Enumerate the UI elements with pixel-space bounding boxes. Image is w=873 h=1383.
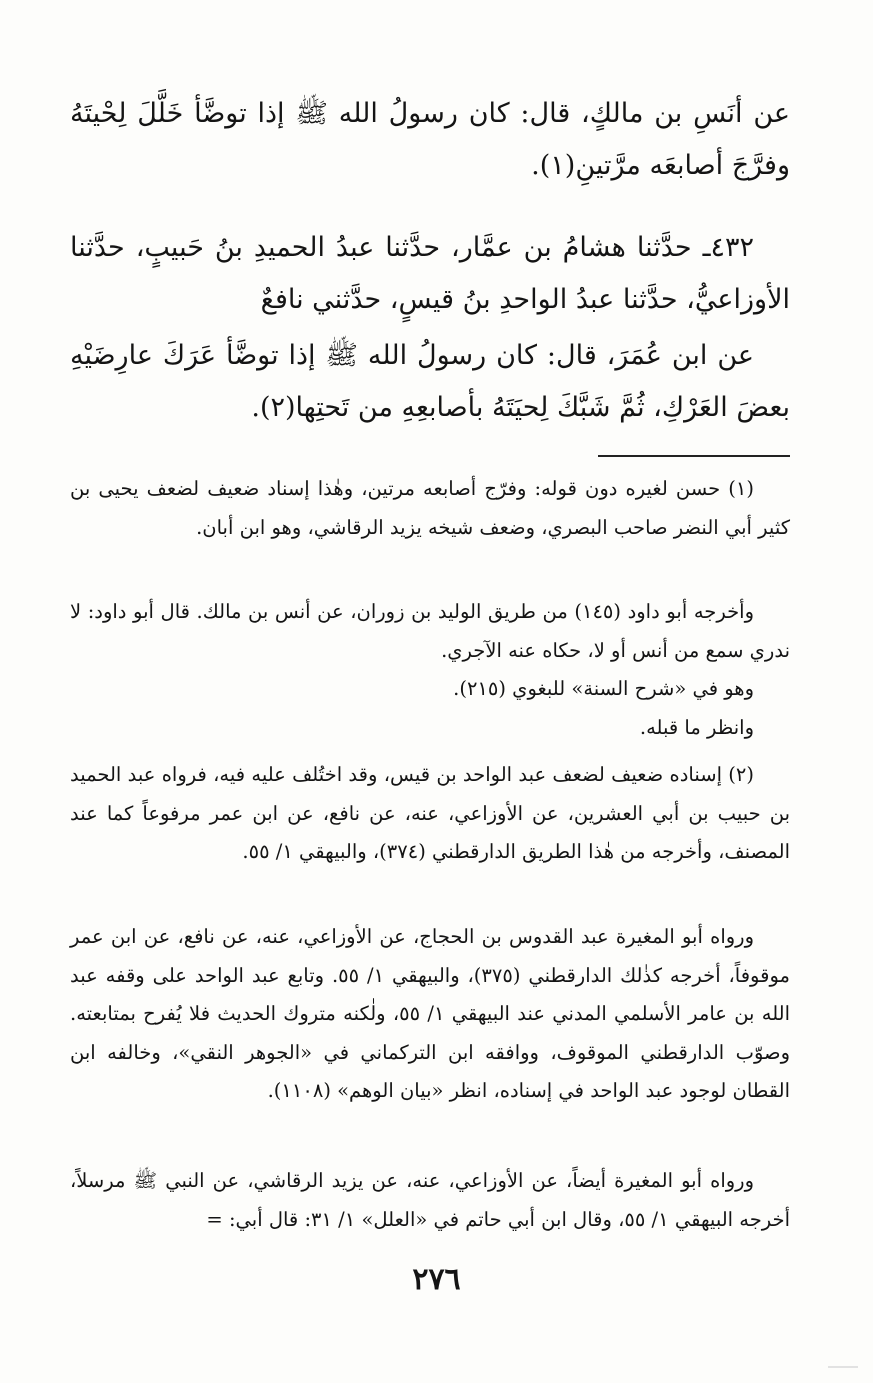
footnote-2-paragraph-3: ورواه أبو المغيرة أيضاً، عن الأوزاعي، عنه، عن يزيد الرقاشي، عن النبي ﷺ مرسلاً، أخرجه البيهقي ١/ ٥٥، وقال ابن أبي حاتم في «العلل» ١/ ٣١: قال أبي: = — [70, 1169, 790, 1231]
page-number: ٢٧٦ — [412, 1262, 461, 1297]
footnote-2-paragraph-2: ورواه أبو المغيرة عبد القدوس بن الحجاج، عن الأوزاعي، عنه، عن نافع، عن ابن عمر موقوفاً، أخرجه كذٰلك الدارقطني (٣٧٥)، والبيهقي ١/ ٥٥. وتابع عبد الواحد على وقفه عبد الله بن عامر الأسلمي المدني عند البيهقي ١/ ٥٥، ولٰكنه متروك الحديث فلا يُفرح بمتابعته. وصوّب الدارقطني الموقوف، ووافقه ابن التركماني في «الجوهر النقي»، وخالفه ابن القطان لوجود عبد الواحد في إسناده، انظر «بيان الوهم» (١١٠٨). — [70, 925, 791, 1102]
hadith-432-isnad: ٤٣٢ـ حدَّثنا هشامُ بن عمَّار، حدَّثنا عبدُ الحميدِ بنُ حَبيبٍ، حدَّثنا الأوزاعيُّ، حدَّثنا عبدُ الواحدِ بنُ قيسٍ، حدَّثني نافعٌ — [70, 232, 790, 315]
hadith-432-matn: عن ابن عُمَرَ، قال: كان رسولُ الله ﷺ إذا توضَّأ عَرَكَ عارِضَيْهِ بعضَ العَرْكِ، ثُمَّ شَبَّكَ لِحيَتَهُ بأصابعِهِ من تَحتِها(٢). — [70, 340, 790, 423]
footnote-separator — [598, 455, 790, 457]
hadith-431-text: عن أنَسِ بن مالكٍ، قال: كان رسولُ الله ﷺ إذا توضَّأ خَلَّلَ لِحْيتَهُ وفرَّجَ أصابعَه مرَّتينِ(١). — [70, 98, 790, 181]
footnote-1-paragraph-2: وأخرجه أبو داود (١٤٥) من طريق الوليد بن زوران، عن أنس بن مالك. قال أبو داود: لا ندري سمع من أنس أو لا، حكاه عنه الآجري. — [70, 600, 790, 662]
footnote-1-paragraph-1: (١) حسن لغيره دون قوله: وفرّج أصابعه مرتين، وهٰذا إسناد ضعيف لضعف يحيى بن كثير أبي النضر صاحب البصري، وضعف شيخه يزيد الرقاشي، وهو ابن أبان. — [70, 477, 790, 539]
footnote-1-paragraph-4: وانظر ما قبله. — [639, 716, 754, 739]
scan-artifact — [828, 1366, 858, 1368]
footnote-2-paragraph-1: (٢) إسناده ضعيف لضعف عبد الواحد بن قيس، وقد اختُلف عليه فيه، فرواه عبد الحميد بن حبيب بن أبي العشرين، عن الأوزاعي، عنه، عن نافع، عن ابن عمر مرفوعاً كما عند المصنف، وأخرجه من هٰذا الطريق الدارقطني (٣٧٤)، والبيهقي ١/ ٥٥. — [70, 763, 790, 863]
footnote-1-paragraph-3: وهو في «شرح السنة» للبغوي (٢١٥). — [453, 677, 754, 700]
